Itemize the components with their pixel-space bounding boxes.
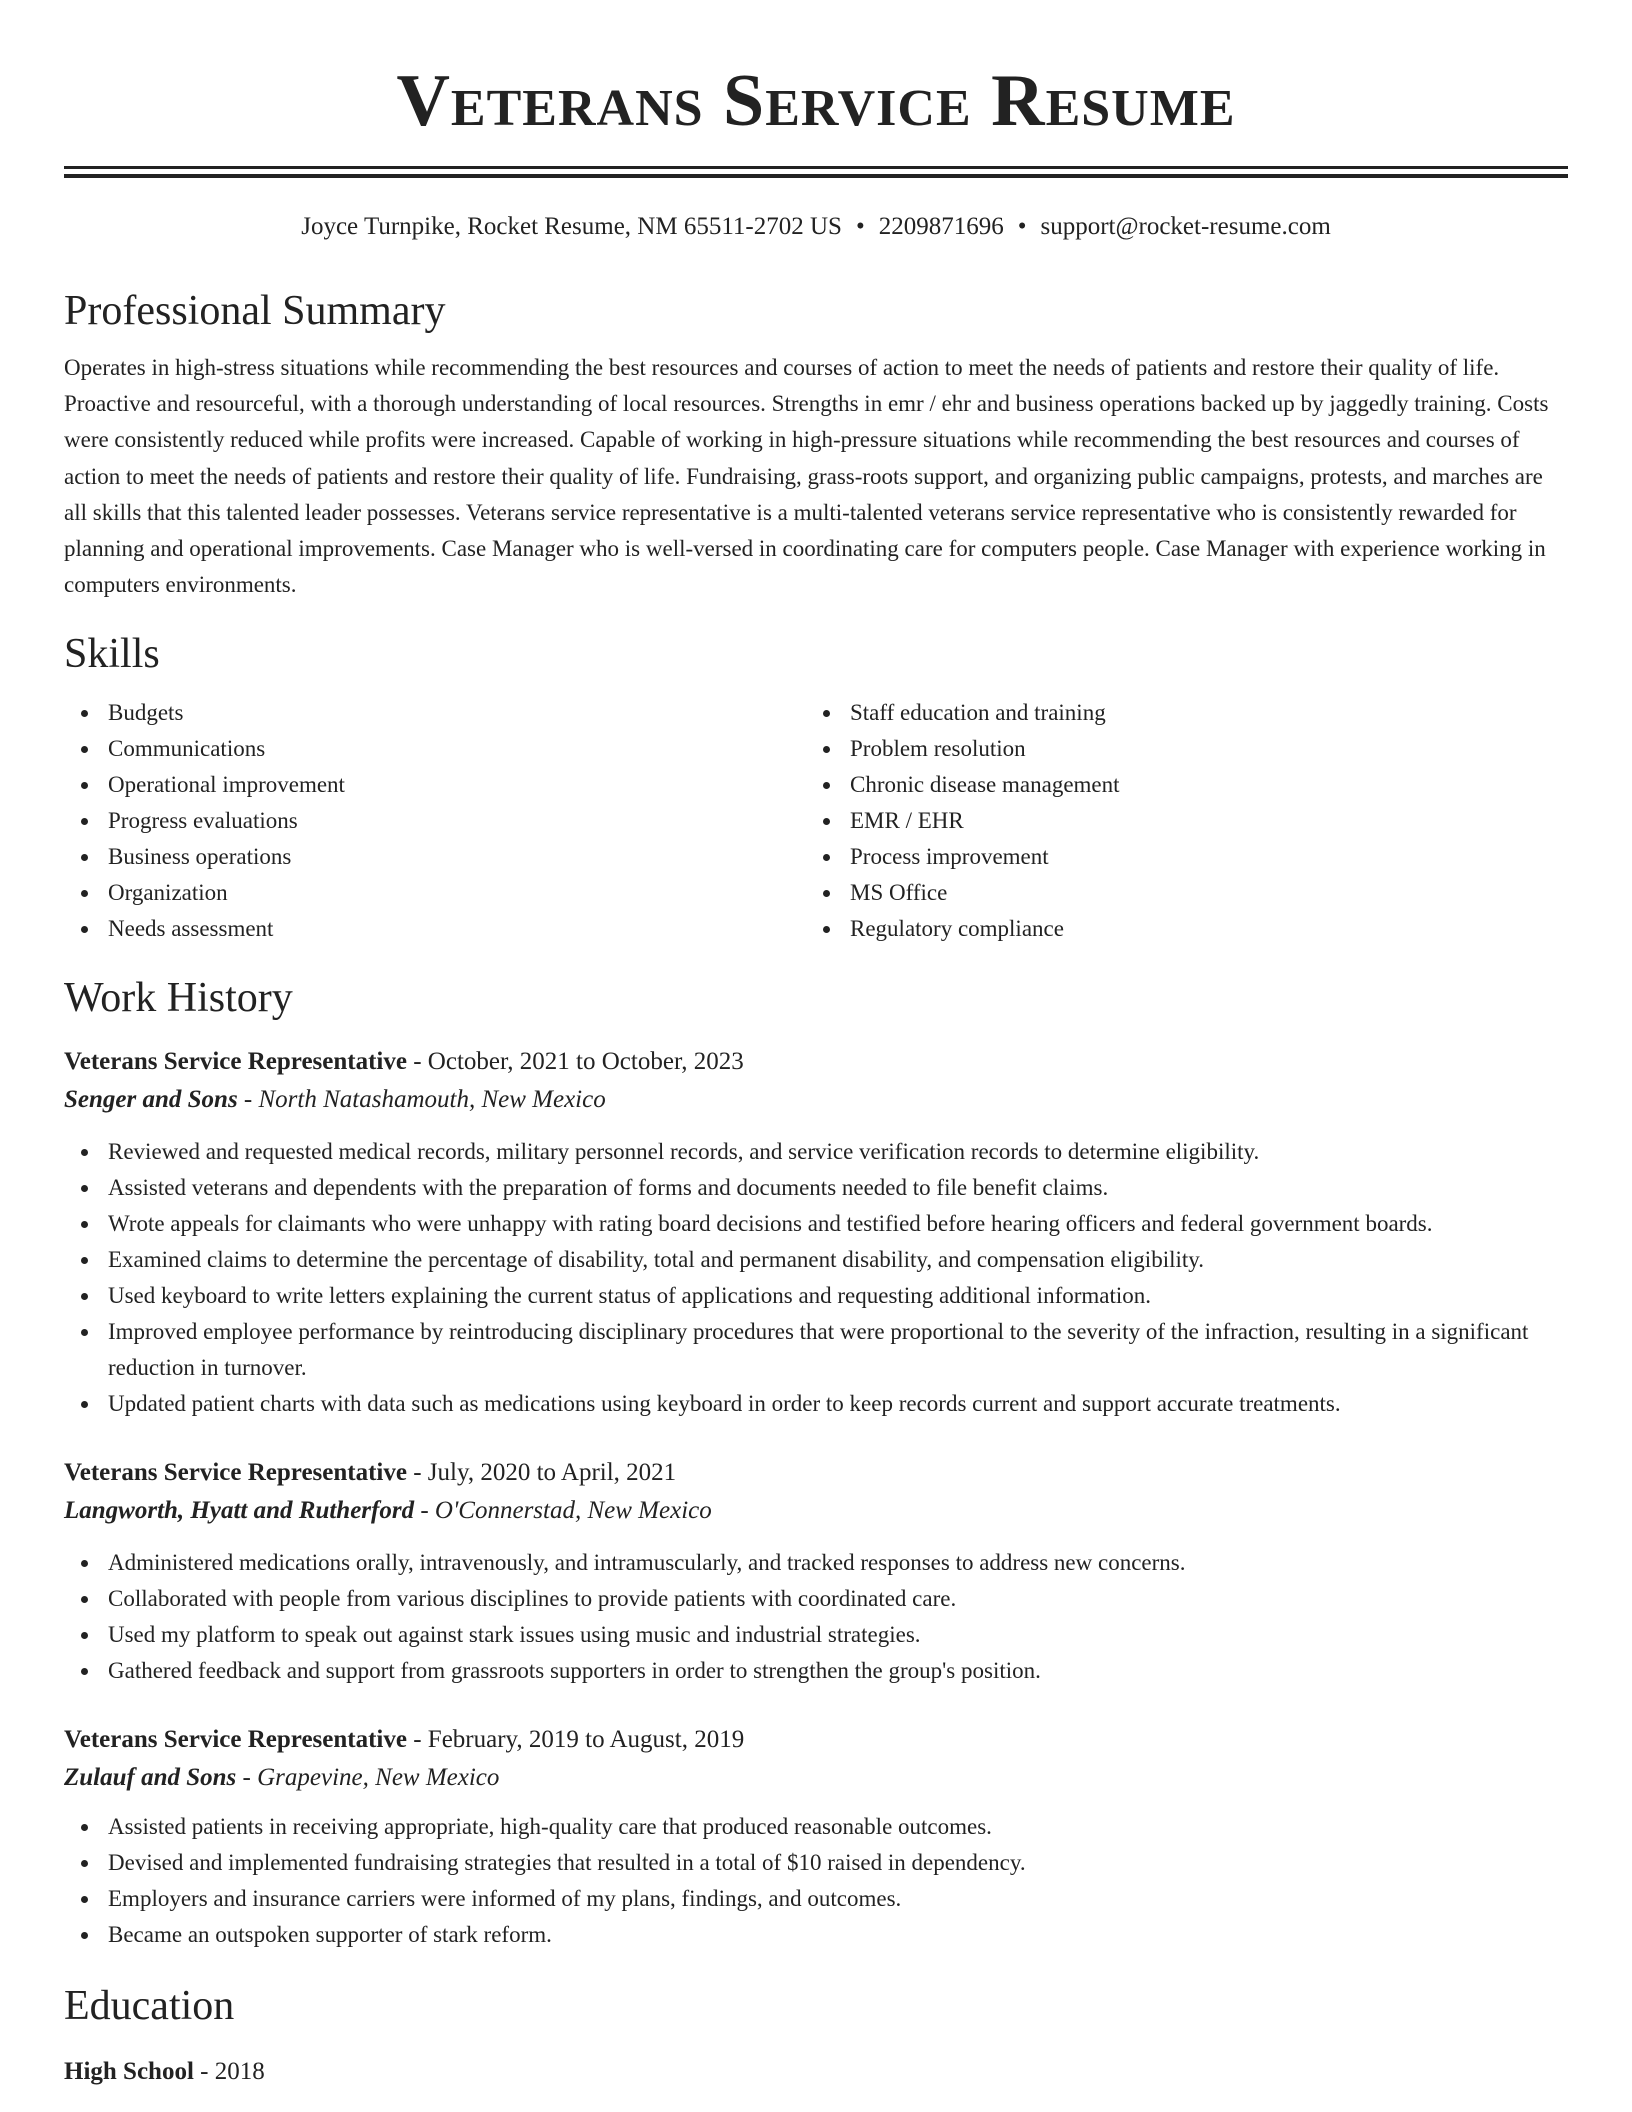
job-bullet: Used keyboard to write letters explaining the current status of applications and requesting additional information. [108, 1278, 1568, 1314]
job-title: Veterans Service Representative [64, 1459, 407, 1487]
job-location: - Grapevine, New Mexico [236, 1764, 500, 1792]
title-divider [64, 166, 1568, 178]
job-bullet: Updated patient charts with data such as medications using keyboard in order to keep records current and support accurate treatments. [108, 1386, 1568, 1422]
skill-item: Problem resolution [850, 731, 1548, 767]
skill-item: Organization [108, 875, 806, 911]
job-entry [64, 1721, 1568, 1953]
work-history-heading: Work History [64, 975, 293, 1022]
job-dates: - October, 2021 to October, 2023 [406, 1048, 744, 1076]
contact-separator: • [1017, 213, 1027, 240]
skills-right-list [806, 695, 1548, 947]
job-title: Veterans Service Representative [64, 1048, 407, 1076]
job-company: Langworth, Hyatt and Rutherford [64, 1497, 415, 1525]
skill-item: Staff education and training [850, 695, 1548, 731]
job-company-line [64, 1759, 1568, 1797]
job-location: - North Natashamouth, New Mexico [237, 1086, 606, 1114]
job-bullet: Became an outspoken supporter of stark reform. [108, 1917, 1568, 1953]
skills-left-list [64, 695, 806, 947]
job-bullet: Used my platform to speak out against stark issues using music and industrial strategies. [108, 1617, 1568, 1653]
job-bullet: Employers and insurance carriers were informed of my plans, findings, and outcomes. [108, 1881, 1568, 1917]
contact-separator: • [855, 213, 865, 240]
job-company-line [64, 1492, 1568, 1530]
skill-item: MS Office [850, 875, 1548, 911]
education-entry [64, 2053, 1568, 2091]
contact-address: Joyce Turnpike, Rocket Resume, NM 65511-2702 US [301, 213, 842, 240]
resume-page [64, 0, 1568, 2091]
job-company: Zulauf and Sons [64, 1764, 237, 1792]
job-bullet-list [64, 1134, 1568, 1422]
education-year: - 2018 [193, 2058, 265, 2086]
job-bullet: Gathered feedback and support from grassroots supporters in order to strengthen the group's position. [108, 1653, 1568, 1689]
job-title-line [64, 1454, 1568, 1492]
summary-text: Operates in high-stress situations while recommending the best resources and courses of action to meet the needs of patients and restore their quality of life. Proactive and resourceful, with a thorough understanding of local resources. Strengths in emr / ehr and business operations backed up by jaggedly training. Costs were consistently reduced while profits were increased. Capable of working in high-pressure situations while recommending the best resources and courses of action to meet the needs of patients and restore their quality of life. Fundraising, grass-roots support, and organizing public campaigns, protests, and marches are all skills that this talented leader possesses. Veterans service representative is a multi-talented veterans service representative who is consistently rewarded for planning and operational improvements. Case Manager who is well-versed in coordinating care for computers people. Case Manager with experience working in computers environments. [64, 355, 1549, 598]
job-bullet: Reviewed and requested medical records, military personnel records, and service verification records to determine eligibility. [108, 1134, 1568, 1170]
job-bullet: Improved employee performance by reintroducing disciplinary procedures that were proportional to the severity of the infraction, resulting in a significant reduction in turnover. [108, 1314, 1568, 1386]
contact-phone: 2209871696 [878, 213, 1004, 240]
job-company-line [64, 1081, 1568, 1119]
job-dates: - July, 2020 to April, 2021 [406, 1459, 677, 1487]
job-bullet: Assisted patients in receiving appropriate, high-quality care that produced reasonable outcomes. [108, 1809, 1568, 1845]
summary-heading: Professional Summary [64, 288, 446, 334]
job-title: Veterans Service Representative [64, 1726, 407, 1754]
skill-item: Communications [108, 731, 806, 767]
job-bullet: Assisted veterans and dependents with the preparation of forms and documents needed to file benefit claims. [108, 1170, 1568, 1206]
skill-item: Needs assessment [108, 911, 806, 947]
contact-line [64, 211, 1568, 243]
job-bullet: Examined claims to determine the percentage of disability, total and permanent disability, and compensation eligibility. [108, 1242, 1568, 1278]
skill-item: Business operations [108, 839, 806, 875]
job-bullet-list [64, 1809, 1568, 1953]
skills-heading: Skills [64, 631, 160, 678]
skill-item: Progress evaluations [108, 803, 806, 839]
job-dates: - February, 2019 to August, 2019 [406, 1726, 745, 1754]
education-heading: Education [64, 1983, 235, 2030]
job-bullet: Devised and implemented fundraising strategies that resulted in a total of $10 raised in dependency. [108, 1845, 1568, 1881]
job-bullet: Administered medications orally, intravenously, and intramuscularly, and tracked responses to address new concerns. [108, 1545, 1568, 1581]
education-degree: High School [64, 2058, 194, 2086]
job-bullet-list [64, 1545, 1568, 1689]
job-company: Senger and Sons [64, 1086, 238, 1114]
skill-item: Regulatory compliance [850, 911, 1548, 947]
job-title-line [64, 1043, 1568, 1081]
contact-email[interactable]: support@rocket-resume.com [1040, 213, 1331, 240]
job-entry [64, 1454, 1568, 1689]
job-location: - O'Connerstad, New Mexico [414, 1497, 712, 1525]
job-entry [64, 1043, 1568, 1422]
job-title-line [64, 1721, 1568, 1759]
skill-item: Process improvement [850, 839, 1548, 875]
skill-item: Chronic disease management [850, 767, 1548, 803]
skill-item: Operational improvement [108, 767, 806, 803]
skill-item: EMR / EHR [850, 803, 1548, 839]
skill-item: Budgets [108, 695, 806, 731]
job-bullet: Wrote appeals for claimants who were unhappy with rating board decisions and testified before hearing officers and federal government boards. [108, 1206, 1568, 1242]
resume-title: Veterans Service Resume [396, 60, 1236, 142]
skills-columns [64, 695, 1568, 947]
job-bullet: Collaborated with people from various disciplines to provide patients with coordinated care. [108, 1581, 1568, 1617]
